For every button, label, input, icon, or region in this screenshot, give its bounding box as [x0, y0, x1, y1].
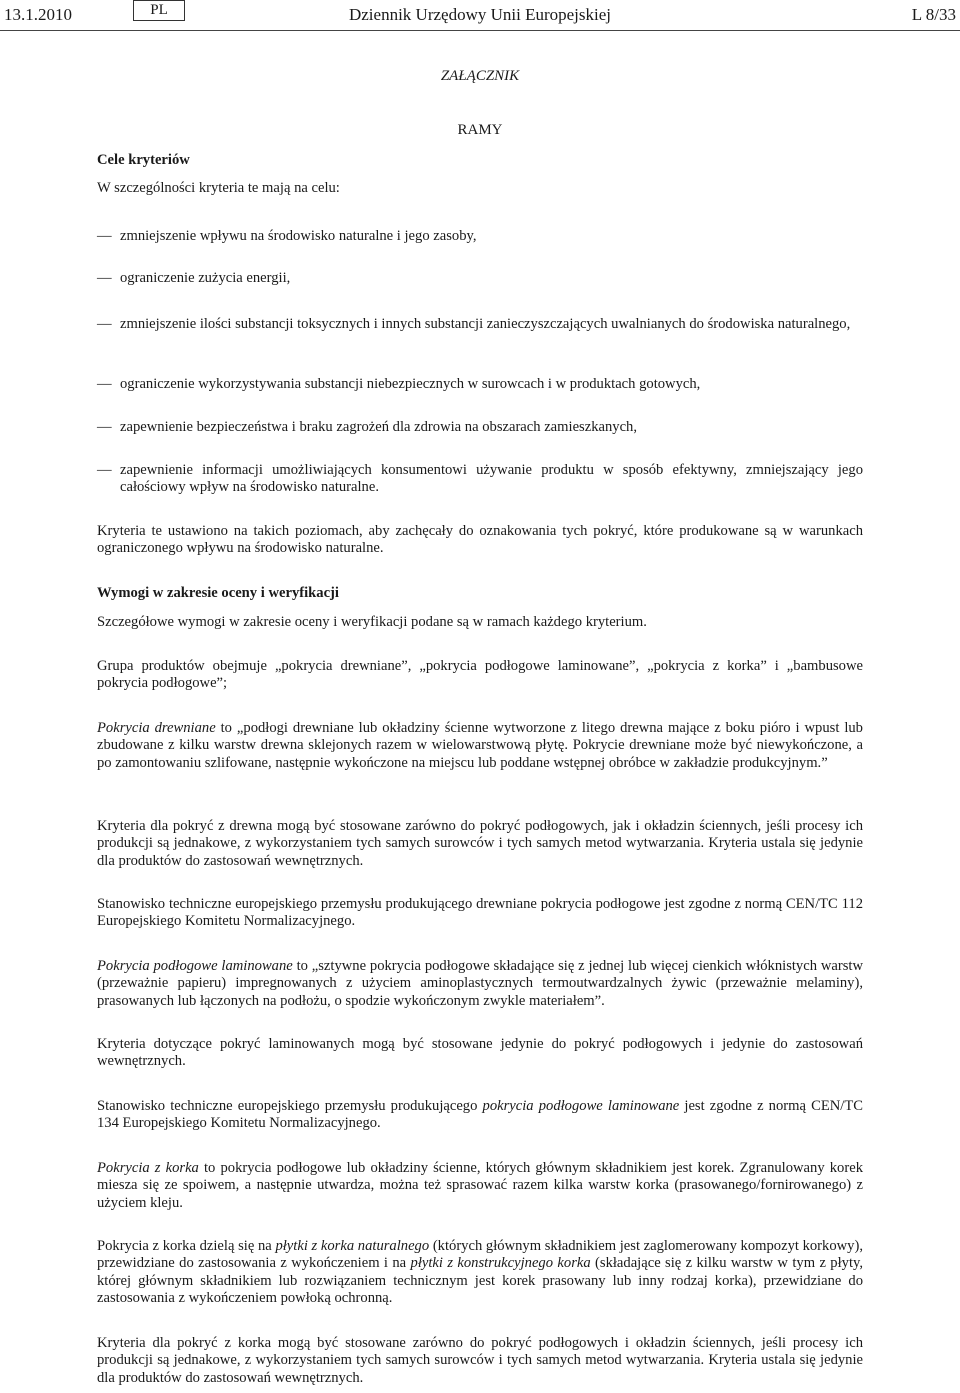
term: płytki z konstrukcyjnego korka — [410, 1255, 591, 1272]
paragraph: Szczegółowe wymogi w zakresie oceny i weryfikacji podane są w ramach każdego kryterium. — [97, 614, 647, 630]
section-heading-objectives: Cele kryteriów — [97, 152, 190, 168]
language-box: PL — [133, 0, 185, 21]
paragraph: Kryteria dla pokryć z korka mogą być stosowane zarówno do pokryć podłogowych i okładzin ściennych, jeśli procesy ich produkcji są jednakowe, z wykorzystaniem tych samych surowców i tych samych metod wytwarzania. Kryteria ustala się jedynie dla produktów do zastosowań wewnętrznych. — [97, 1335, 863, 1386]
list-item — [97, 419, 863, 436]
paragraph: Stanowisko techniczne europejskiego przemysłu produkującego drewniane pokrycia podłogowe jest zgodne z normą CEN/TC 112 Europejskiego Komitetu Normalizacyjnego. — [97, 896, 863, 930]
list-item-text: zmniejszenie ilości substancji toksycznych i innych substancji zanieczyszczających uwalnianych do środowiska naturalnego, — [120, 316, 851, 332]
paragraph — [97, 1160, 863, 1212]
objectives-closing: Kryteria te ustawiono na takich poziomach, aby zachęcały do oznakowania tych pokryć, które produkowane są w warunkach ograniczonego wpływu na środowisko naturalne. — [97, 523, 863, 557]
list-item — [97, 228, 863, 245]
list-item-text: ograniczenie zużycia energii, — [120, 270, 291, 286]
section-heading-verification: Wymogi w zakresie oceny i weryfikacji — [97, 585, 339, 601]
paragraph-text: jest zgodne z normą CEN/TC 134 Europejskiego Komitetu Normalizacyjnego. — [97, 1098, 863, 1132]
dash-mark: — — [97, 462, 112, 478]
term: Pokrycia drewniane — [97, 720, 216, 736]
dash-mark: — — [97, 270, 112, 286]
term: Pokrycia z korka — [97, 1160, 199, 1176]
list-item — [97, 316, 863, 333]
header-date: 13.1.2010 — [4, 5, 72, 24]
objectives-intro: W szczególności kryteria te mają na celu: — [97, 180, 340, 196]
paragraph-text: (składające się z kilku warstw w tym z płyty, której głównym składnikiem lub rozwiązaniem technicznym jest korek prasowany lub inny rodzaj korka), przewidziane do zastosowania z wykończeniem powłoką ochronną. — [97, 1255, 864, 1307]
list-item — [97, 270, 863, 287]
list-item — [97, 376, 863, 393]
paragraph: Kryteria dotyczące pokryć laminowanych mogą być stosowane jedynie do pokryć podłogowych i jedynie do zastosowań wewnętrznych. — [97, 1036, 863, 1070]
paragraph-text: Pokrycia z korka dzielą się na — [97, 1238, 276, 1254]
dash-mark: — — [97, 228, 112, 244]
list-item-text: zapewnienie bezpieczeństwa i braku zagrożeń dla zdrowia na obszarach zamieszkanych, — [120, 419, 637, 435]
journal-title: Dziennik Urzędowy Unii Europejskiej — [348, 5, 611, 24]
annex-title: ZAŁĄCZNIK — [440, 68, 520, 84]
paragraph — [97, 1098, 863, 1133]
list-item-text: ograniczenie wykorzystywania substancji niebezpiecznych w surowcach i w produktach gotowych, — [120, 376, 701, 392]
paragraph — [97, 958, 863, 1010]
paragraph-text: to pokrycia podłogowe lub okładziny ścienne, których głównym składnikiem jest korek. Zgranulowany korek miesza się ze spoiwem, a następnie utwardza, można też sprasować razem kilka warstw korka (prasowanego/fornirowanego) z użyciem kleju. — [97, 1160, 863, 1211]
term: Pokrycia podłogowe laminowane — [97, 958, 293, 974]
frame-title: RAMY — [457, 122, 503, 138]
paragraph-text: to „sztywne pokrycia podłogowe składające się z jednej lub więcej cienkich włóknistych warstw (przeważnie papieru) impregnowanych z użyciem aminoplastycznych termoutwardzalnych żywic (przeważnie melaminy), prasowanych lub łączonych na podłożu, o spodzie wykończonym zwykle materiałem”. — [97, 958, 863, 1009]
page-number: L 8/33 — [911, 5, 956, 24]
paragraph: Grupa produktów obejmuje „pokrycia drewniane”, „pokrycia podłogowe laminowane”, „pokrycia z korka” i „bambusowe pokrycia podłogowe”; — [97, 658, 863, 692]
paragraph — [97, 720, 863, 772]
dash-mark: — — [97, 316, 112, 332]
list-item — [97, 462, 863, 497]
paragraph: Kryteria dla pokryć z drewna mogą być stosowane zarówno do pokryć podłogowych, jak i okładzin ściennych, jeśli procesy ich produkcji są jednakowe, z wykorzystaniem tych samych surowców i tych samych metod wytwarzania. Kryteria ustala się jedynie dla produktów do zastosowań wewnętrznych. — [97, 818, 863, 869]
term: pokrycia podłogowe laminowane — [482, 1098, 680, 1114]
paragraph-text: Stanowisko techniczne europejskiego przemysłu produkującego — [97, 1098, 483, 1114]
page-header — [0, 0, 960, 31]
dash-mark: — — [97, 419, 112, 435]
paragraph — [97, 1238, 863, 1308]
list-item-text: zmniejszenie wpływu na środowisko naturalne i jego zasoby, — [120, 228, 477, 244]
paragraph-text: (których głównym składnikiem jest zaglomerowany kompozyt korkowy), przewidziane do zastosowania z wykończeniem i na — [97, 1238, 863, 1272]
list-item-text: zapewnienie informacji umożliwiających konsumentowi używanie produktu w sposób efektywny, zmniejszający jego całościowy wpływ na środowisko naturalne. — [120, 462, 863, 496]
paragraph-text: to „podłogi drewniane lub okładziny ścienne wytworzone z litego drewna mające z boku pióro i wpust lub zbudowane z kilku warstw drewna sklejonych razem w wielowarstwową płytę. Pokrycie drewniane może być niewykończone, a po zamontowaniu szlifowane, następnie wykończone na miejscu lub poddane wstępnej obróbce w zakładzie produkcyjnym.” — [97, 720, 863, 771]
term: płytki z korka naturalnego — [275, 1238, 430, 1254]
dash-mark: — — [97, 376, 112, 392]
